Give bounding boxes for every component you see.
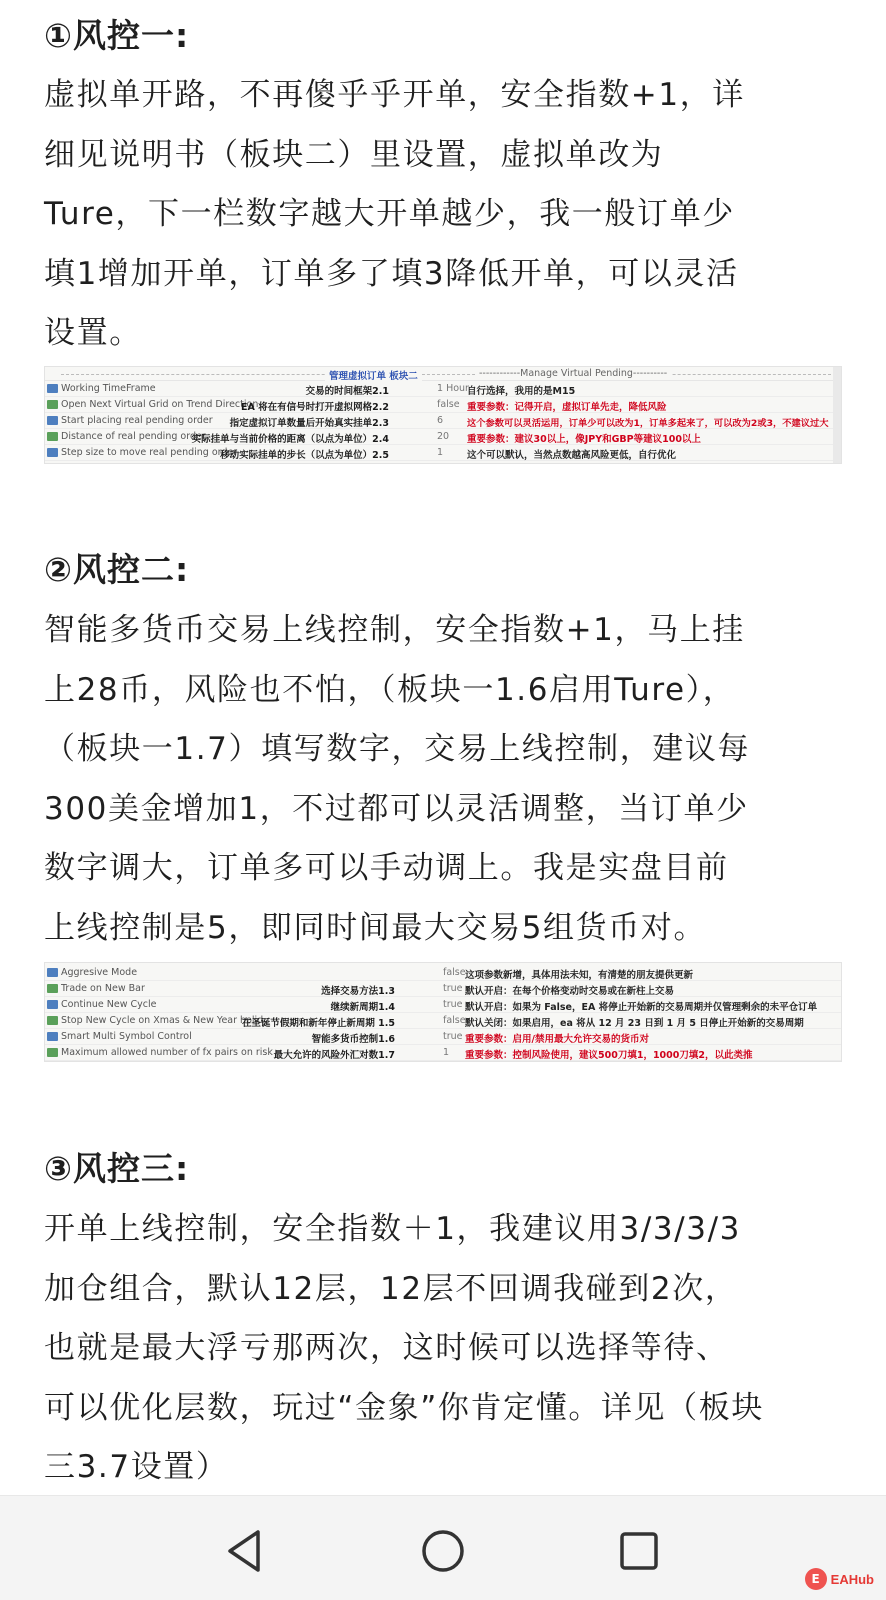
parameter-translation: 智能多货币控制1.6	[311, 1034, 395, 1045]
body-line: 上28币，风险也不怕，（板块一1.6启用Ture），	[44, 671, 736, 708]
parameter-translation: 在圣诞节假期和新年停止新周期 1.5	[241, 1018, 395, 1029]
parameter-value[interactable]: true	[443, 999, 463, 1010]
parameter-value[interactable]: true	[443, 983, 463, 994]
parameter-icon	[47, 1016, 58, 1025]
parameter-value[interactable]: 6	[437, 415, 444, 426]
section-title-risk-2: ②风控二:	[44, 550, 190, 589]
parameter-translation: 继续新周期1.4	[330, 1002, 395, 1013]
parameter-icon	[47, 1000, 58, 1009]
parameter-note: 默认开启：如果为 False，EA 将停止开始新的交易周期并仅管理剩余的未平仓订单	[465, 1002, 818, 1013]
parameter-note: 重要参数：建议30以上，像JPY和GBP等建议100以上	[467, 434, 701, 445]
parameter-value[interactable]: false	[437, 399, 460, 410]
body-line: 三3.7设置）	[44, 1449, 229, 1485]
parameter-icon	[47, 448, 58, 457]
parameter-translation: 交易的时间框架2.1	[305, 386, 389, 397]
body-line: 填1增加开单，订单多了填3降低开单，可以灵活	[44, 255, 739, 292]
parameter-translation: EA 将在有信号时打开虚拟网格2.2	[241, 402, 389, 413]
settings-row[interactable]	[45, 413, 841, 429]
parameter-icon	[47, 432, 58, 441]
eahub-logo-icon: E	[805, 1568, 827, 1590]
parameter-value[interactable]: 1 Hour	[437, 383, 469, 394]
body-line: 开单上线控制，安全指数＋1，我建议用3/3/3/3	[44, 1211, 741, 1247]
parameter-note: 这个参数可以灵活运用，订单少可以改为1，订单多起来了，可以改为2或3，不建议过大	[467, 418, 829, 429]
parameter-note: 默认关闭：如果启用，ea 将从 12 月 23 日到 1 月 5 日停止开始新的交易周期	[465, 1018, 804, 1029]
parameter-translation: 最大允许的风险外汇对数1.7	[273, 1050, 395, 1061]
parameter-note: 这个可以默认，当然点数越高风险更低，自行优化	[467, 450, 677, 461]
parameter-name: Step size to move real pending order	[61, 447, 238, 458]
body-line: 300美金增加1，不过都可以灵活调整，当订单少	[44, 790, 749, 827]
parameter-name: Trade on New Bar	[61, 983, 145, 994]
body-line: 可以优化层数，玩过“金象”你肯定懂。详见（板块	[44, 1389, 764, 1426]
home-icon	[416, 1524, 470, 1578]
settings-row[interactable]	[45, 1013, 841, 1029]
section-body-risk-1	[44, 66, 844, 364]
watermark	[805, 1568, 874, 1590]
home-button[interactable]	[416, 1524, 470, 1578]
section-body-risk-3	[44, 1200, 844, 1495]
parameter-value[interactable]: 20	[437, 431, 450, 442]
body-line: 加仓组合，默认12层，12层不回调我碰到2次，	[44, 1270, 738, 1307]
parameter-note: 重要参数：记得开启，虚拟订单先走，降低风险	[467, 402, 667, 413]
parameter-name: Start placing real pending order	[61, 415, 213, 426]
parameter-value[interactable]: false	[443, 967, 466, 978]
body-line: Ture，下一栏数字越大开单越少，我一般订单少	[44, 196, 735, 232]
settings-row[interactable]	[45, 1029, 841, 1045]
back-button[interactable]	[220, 1524, 274, 1578]
settings-row[interactable]	[45, 997, 841, 1013]
body-line: 细见说明书（板块二）里设置，虚拟单改为	[44, 136, 664, 173]
settings-row[interactable]	[45, 981, 841, 997]
parameter-note: 重要参数：启用/禁用最大允许交易的货币对	[465, 1034, 649, 1045]
parameter-name: Smart Multi Symbol Control	[61, 1031, 192, 1042]
settings-screenshot-2	[44, 962, 842, 1062]
parameter-name: Stop New Cycle on Xmas & New Year holid	[61, 1015, 264, 1026]
parameter-name: Aggresive Mode	[61, 967, 138, 978]
parameter-note: 重要参数：控制风险使用，建议500刀填1，1000刀填2，以此类推	[465, 1050, 753, 1061]
body-line: 数字调大，订单多可以手动调上。我是实盘目前	[44, 850, 729, 886]
back-icon	[220, 1524, 274, 1578]
settings-row[interactable]	[45, 445, 841, 461]
body-line: 设置。	[44, 315, 142, 351]
parameter-value[interactable]: 1	[443, 1047, 450, 1058]
parameter-icon	[47, 400, 58, 409]
parameter-name: Open Next Virtual Grid on Trend Direction	[61, 399, 259, 410]
settings-row[interactable]	[45, 381, 841, 397]
settings-header-cn: 管理虚拟订单 板块二	[325, 368, 422, 382]
parameter-value[interactable]: false	[443, 1015, 466, 1026]
section-title-risk-3: ③风控三:	[44, 1149, 190, 1188]
body-line: （板块一1.7）填写数字，交易上线控制，建议每	[44, 731, 751, 767]
body-line: 虚拟单开路，不再傻乎乎开单，安全指数+1，详	[44, 77, 745, 113]
body-line: 也就是最大浮亏那两次，这时候可以选择等待、	[44, 1330, 729, 1366]
parameter-translation: 实际挂单与当前价格的距离（以点为单位）2.4	[191, 434, 389, 445]
parameter-name: Maximum allowed number of fx pairs on risk	[61, 1047, 273, 1058]
parameter-note: 这项参数新增，具体用法未知，有清楚的朋友提供更新	[465, 970, 694, 981]
parameter-name: Working TimeFrame	[61, 383, 156, 394]
navigation-bar	[0, 1495, 886, 1600]
parameter-translation: 移动实际挂单的步长（以点为单位）2.5	[220, 450, 389, 461]
parameter-icon	[47, 1048, 58, 1057]
parameter-translation: 指定虚拟订单数量后开始真实挂单2.3	[229, 418, 389, 429]
settings-row[interactable]	[45, 1045, 841, 1061]
parameter-value[interactable]: 1	[437, 447, 444, 458]
parameter-value[interactable]: true	[443, 1031, 463, 1042]
parameter-icon	[47, 1032, 58, 1041]
watermark-text: EAHub	[830, 1571, 874, 1587]
recents-button[interactable]	[612, 1524, 666, 1578]
parameter-icon	[47, 384, 58, 393]
parameter-translation: 选择交易方法1.3	[321, 986, 395, 997]
parameter-name: Continue New Cycle	[61, 999, 157, 1010]
parameter-icon	[47, 984, 58, 993]
parameter-note: 默认开启：在每个价格变动时交易或在新柱上交易	[465, 986, 675, 997]
parameter-icon	[47, 968, 58, 977]
parameter-icon	[47, 416, 58, 425]
settings-row[interactable]	[45, 965, 841, 981]
settings-row[interactable]	[45, 429, 841, 445]
body-line: 上线控制是5，即同时间最大交易5组货币对。	[44, 909, 707, 946]
settings-header	[45, 367, 841, 381]
section-body-risk-2	[44, 601, 844, 958]
parameter-note: 自行选择，我用的是M15	[467, 386, 576, 397]
scrollbar	[833, 367, 841, 463]
section-title-risk-1: ①风控一:	[44, 16, 190, 55]
body-line: 智能多货币交易上线控制，安全指数+1，马上挂	[44, 612, 745, 648]
settings-screenshot-1	[44, 366, 842, 464]
recents-icon	[612, 1524, 666, 1578]
parameter-name: Distance of real pending order	[61, 431, 206, 442]
settings-row[interactable]	[45, 397, 841, 413]
settings-header-en: ------------Manage Virtual Pending----------	[475, 368, 671, 379]
